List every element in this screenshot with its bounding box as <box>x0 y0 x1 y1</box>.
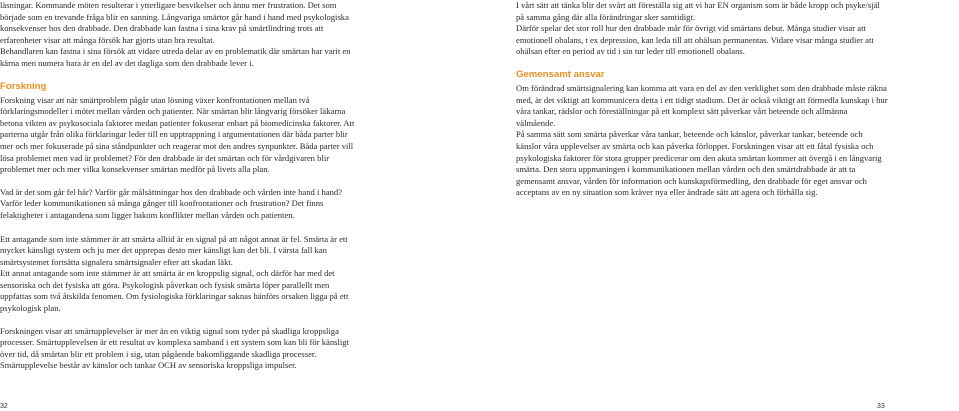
page-number-left: 32 <box>0 403 8 410</box>
body-paragraph: läsningar. Kommande möten resulterar i ytterligare besvikelser och ännu mer frustration. Det som började som en trevande fråga blir en sanning. Långvariga smärtor går hand i hand med psykologiska konsekvenser hos den drabbade. Den drabbade kan fastna i sina krav på smärtlindring trots att erfarenheter visar att många försök har gjorts utan bra resultat. <box>0 0 349 45</box>
body-paragraph: Ett antagande som inte stämmer är att smärta alltid är en signal på att något annat är fel. Smärta är ett mycket känsligt system och ju mer det upprepas desto mer känsligt kan det bli. I värsta fall kan smärtsystemet fortsätta signalera smärtsignaler efter att skadan läkt. <box>0 233 348 267</box>
body-paragraph: Forskningen visar att smärtupplevelser är mer än en viktig signal som tyder på skadliga kroppsliga processer. Smärtupplevelsen är ett resultat av komplexa samband i ett system som kan bli för känsligt över tid, då smärtan blir ett problem i sig, utan pågående bakomliggande skadliga processer. Smärtupplevelse består av känslor och tankar OCH av sensoriska kroppsliga impulser. <box>0 325 349 371</box>
right-page-column <box>516 0 888 199</box>
body-paragraph: Vad är det som går fel här? Varför går målsättningar hos den drabbade och vården inte hand i hand? Varför leder kommunikationen så många gånger till konfrontationer och frustration? Det finns felaktigheter i antagandena som ligger bakom konflikter mellan vården och patienten. <box>0 186 343 220</box>
body-paragraph: Därför spelar det stor roll hur den drabbade mår för övrigt vid smärtans debut. Många studier visar att emotionell obalans, t ex depression, kan leda till att ohälsan permanentas. Vidare visar många studier att ohälsan efter en period av tid i sin tur leder till emotionell obalans. <box>516 23 874 57</box>
body-paragraph: Behandlaren kan fastna i sina försök att vidare utreda delar av en problematik där smärtan har varit en kärna men numera bara är en del av det dagliga som den drabbade lever i. <box>0 46 351 68</box>
left-page-column <box>0 0 362 372</box>
body-paragraph: I vårt sätt att tänka blir det svårt att föreställa sig att vi har EN organism som är både kropp och psyke/själ på samma gång där alla förändringar sker samtidigt. <box>516 0 880 22</box>
body-paragraph: Ett annat antagande som inte stämmer är att smärta är en kroppslig signal, och därför har med det sensoriska och det fysiska att göra. Psykologisk påverkan och fysisk smärta löper parallellt men uppfattas som två åtskilda fenomen. Om fysiologiska förklaringar saknas hänförs orsaken ligga på ett psykologisk plan. <box>0 268 349 314</box>
body-paragraph: Forskning visar att när smärtproblem pågår utan lösning växer konfrontationen mellan två förklaringsmodeller i mötet mellan vården och patienter. När smärtan blir långvarig försöker läkarna betona vikten av psykosociala faktorer medan patienter fokuserar enbart på biomedicinska faktorer. Att parterna utgår från olika förklaringar leder till en upptrappning i argumentationen där båda parter blir mer och mer fokuserade på sina ståndpunkter och reagerar mot den andres synpunkter. Båda parter vill lösa problemet men vad är problemet? För den drabbade är det smärtan och för vårdgivaren blir problemet mer och mer vilka konsekvenser smärtan medför på livets alla plan. <box>0 94 355 175</box>
body-paragraph: Om förändrad smärtsignalering kan komma att vara en del av den verklighet som den drabbade måste räkna med, är det viktigt att kommunicera detta i ett tidigt stadium. Det är också viktigt att förmedla kunskap i hur våra tankar, rädslor och föreställningar på ett komplext sätt påverkar vårt beteende och allmänna välmående. <box>516 82 888 128</box>
section-heading-forskning: Forskning <box>0 80 47 92</box>
body-paragraph: På samma sätt som smärta påverkar våra tankar, beteende och känslor, påverkar tankar, beteende och känslor våra upplevelser av smärta och kan påverka förloppet. Forskningen visar att ett fåtal fysiska och psykologiska faktorer för stora grupper predicerar om den akuta smärtan kommer att övergå i en långvarig smärta. Den stora uppmaningen i kommunikationen mellan vården och den smärtdrabbade är att ta gemensamt ansvar, vården för information och kunskapsförmedling, den drabbade för eget ansvar och acceptans av en ny situation som kräver nya eller ändrade sätt att agera och förhålla sig. <box>516 129 882 198</box>
section-heading-gemensamt-ansvar: Gemensamt ansvar <box>516 68 605 80</box>
page-number-right: 33 <box>877 403 885 410</box>
